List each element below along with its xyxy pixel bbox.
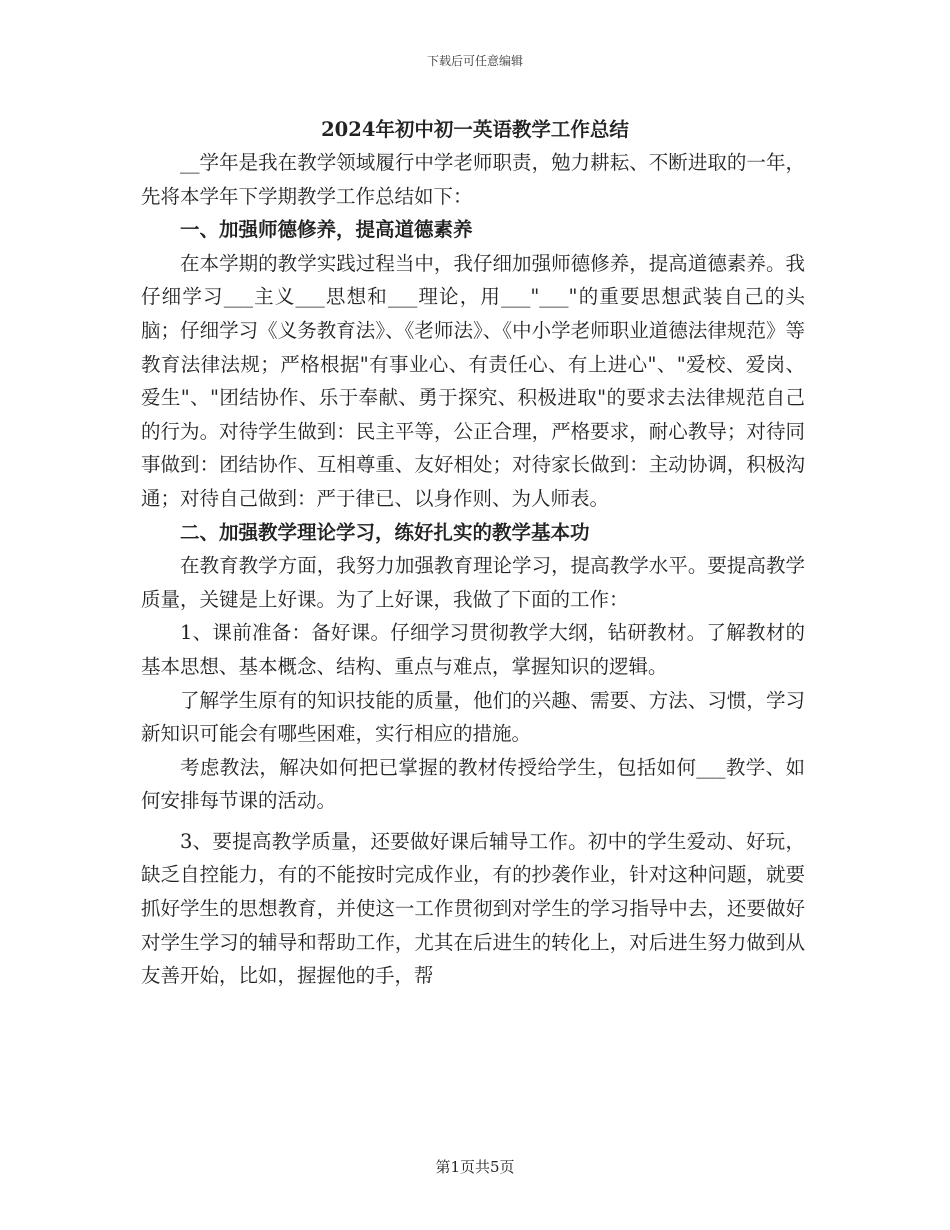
body-paragraph: 考虑教法，解决如何把已掌握的教材传授给学生，包括如何___教学、如何安排每节课的活动。 [141,755,805,813]
body-paragraph: 3、要提高教学质量，还要做好课后辅导工作。初中的学生爱动、好玩，缺乏自控能力，有的不能按时完成作业，有的抄袭作业，针对这种问题，就要抓好学生的思想教育，并使这一工作贯彻到对学生的学习指导中去，还要做好对学生学习的辅导和帮助工作，尤其在后进生的转化上，对后进生努力做到从友善开始，比如，握握他的手，帮 [141,829,805,988]
intro-paragraph: __学年是我在教学领域履行中学老师职责，勉力耕耘、不断进取的一年，先将本学年下学期教学工作总结如下： [141,151,805,208]
page-header: 下载后可任意编辑 [426,54,523,68]
body-paragraph: 1、课前准备：备好课。仔细学习贯彻教学大纲，钻研教材。了解教材的基本思想、基本概念、结构、重点与难点，掌握知识的逻辑。 [141,621,805,678]
page-footer: 第1页共5页 [435,1158,515,1176]
document-title: 2024年初中初一英语教学工作总结 [321,118,629,141]
document-body [141,146,805,993]
section-heading-1: 一、加强师德修养，提高道德素养 [180,218,473,242]
body-paragraph: 在教育教学方面，我努力加强教育理论学习，提高教学水平。要提高教学质量，关键是上好课。为了上好课，我做了下面的工作： [141,554,805,611]
body-paragraph: 了解学生原有的知识技能的质量，他们的兴趣、需要、方法、习惯，学习新知识可能会有哪些困难，实行相应的措施。 [141,688,805,746]
section-heading-2: 二、加强教学理论学习，练好扎实的教学基本功 [180,520,590,544]
body-paragraph: 在本学期的教学实践过程当中，我仔细加强师德修养，提高道德素养。我仔细学习___主义___思想和___理论，用___"___"的重要思想武装自己的头脑；仔细学习《义务教育法》、《老师法》、《中小学老师职业道德法律规范》等教育法律法规；严格根据"有事业心、有责任心、有上进心"、"爱校、爱岗、爱生"、"团结协作、乐于奉献、勇于探究、积极进取"的要求去法律规范自己的行为。对待学生做到：民主平等，公正合理，严格要求，耐心教导；对待同事做到：团结协作、互相尊重、友好相处；对待家长做到：主动协调，积极沟通；对待自己做到：严于律已、以身作则、为人师表。 [141,251,805,510]
